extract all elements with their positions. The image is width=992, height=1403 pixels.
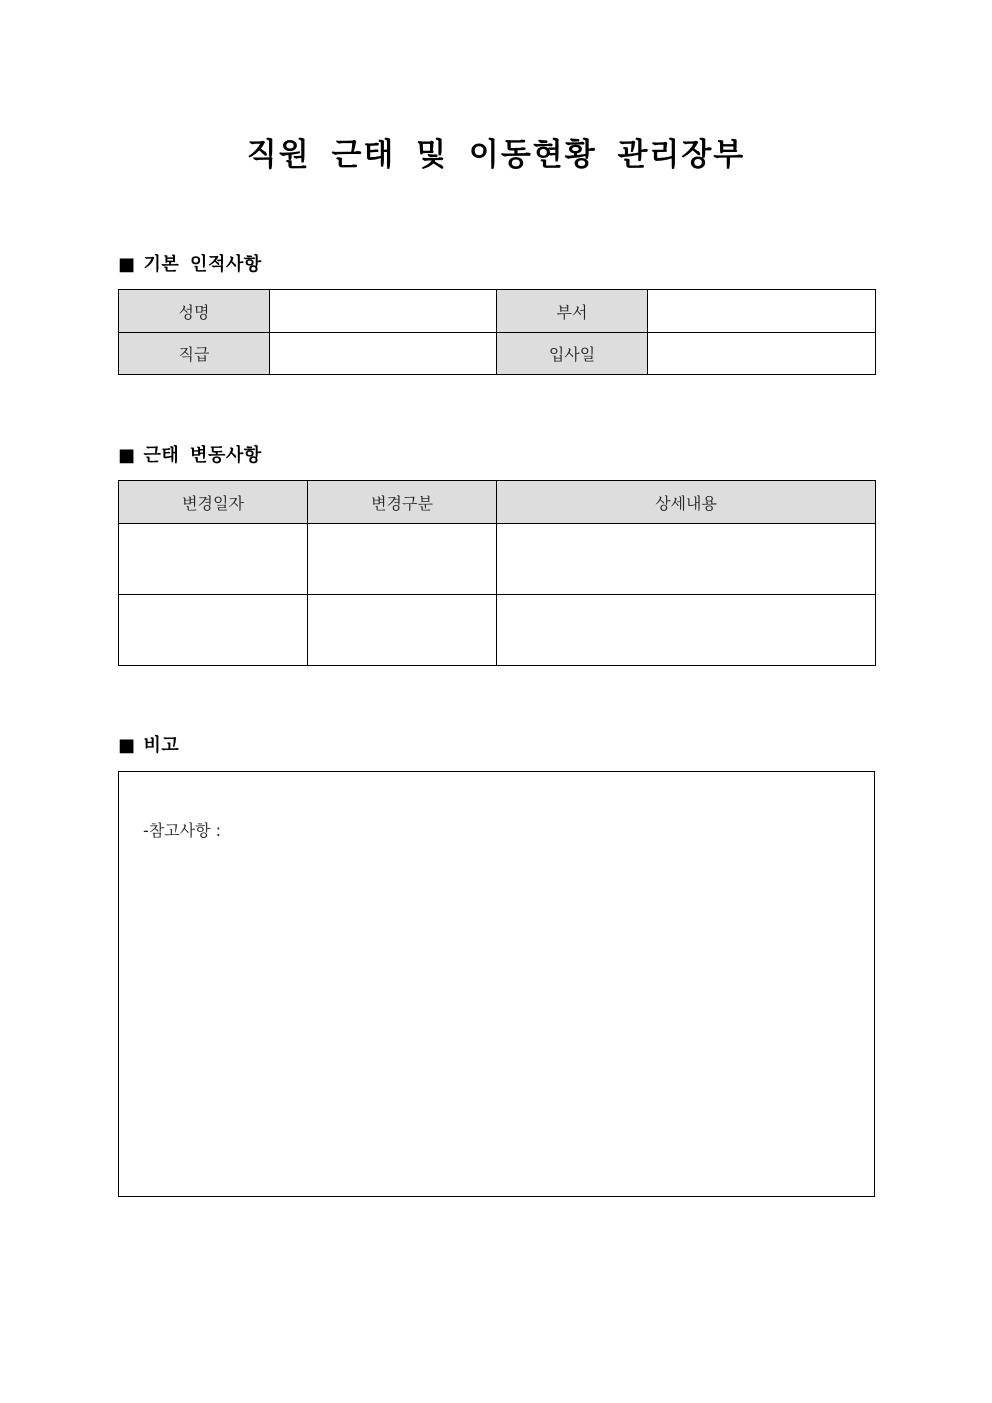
section-changes-heading — [118, 444, 262, 468]
page-title: 직원 근태 및 이동현황 관리장부 — [246, 137, 746, 173]
label-rank: 직급 — [119, 333, 270, 375]
section-remarks-heading — [118, 734, 179, 758]
basic-info-row — [119, 333, 876, 375]
cell-date[interactable] — [119, 524, 308, 595]
column-header-type: 변경구분 — [308, 481, 497, 524]
remarks-note-label: -참고사항 : — [143, 821, 222, 840]
cell-date[interactable] — [119, 595, 308, 666]
black-square-icon: ■ — [118, 735, 136, 756]
section-basic-heading — [118, 253, 262, 277]
black-square-icon: ■ — [118, 254, 136, 275]
value-hire-date[interactable] — [648, 333, 876, 375]
column-header-detail: 상세내용 — [497, 481, 876, 524]
changes-header-row — [119, 481, 876, 524]
label-department: 부서 — [497, 290, 648, 333]
table-row — [119, 524, 876, 595]
section-changes-title: 근태 변동사항 — [143, 445, 262, 466]
cell-detail[interactable] — [497, 524, 876, 595]
changes-table — [118, 480, 876, 666]
cell-type[interactable] — [308, 595, 497, 666]
label-hire-date: 입사일 — [497, 333, 648, 375]
remarks-box[interactable] — [118, 771, 875, 1197]
value-department[interactable] — [648, 290, 876, 333]
basic-info-row — [119, 290, 876, 333]
table-row — [119, 595, 876, 666]
label-name: 성명 — [119, 290, 270, 333]
section-basic-title: 기본 인적사항 — [143, 254, 262, 275]
cell-type[interactable] — [308, 524, 497, 595]
black-square-icon: ■ — [118, 445, 136, 466]
section-remarks-title: 비고 — [143, 735, 180, 756]
basic-info-table — [118, 289, 876, 375]
value-name[interactable] — [270, 290, 497, 333]
column-header-date: 변경일자 — [119, 481, 308, 524]
value-rank[interactable] — [270, 333, 497, 375]
cell-detail[interactable] — [497, 595, 876, 666]
